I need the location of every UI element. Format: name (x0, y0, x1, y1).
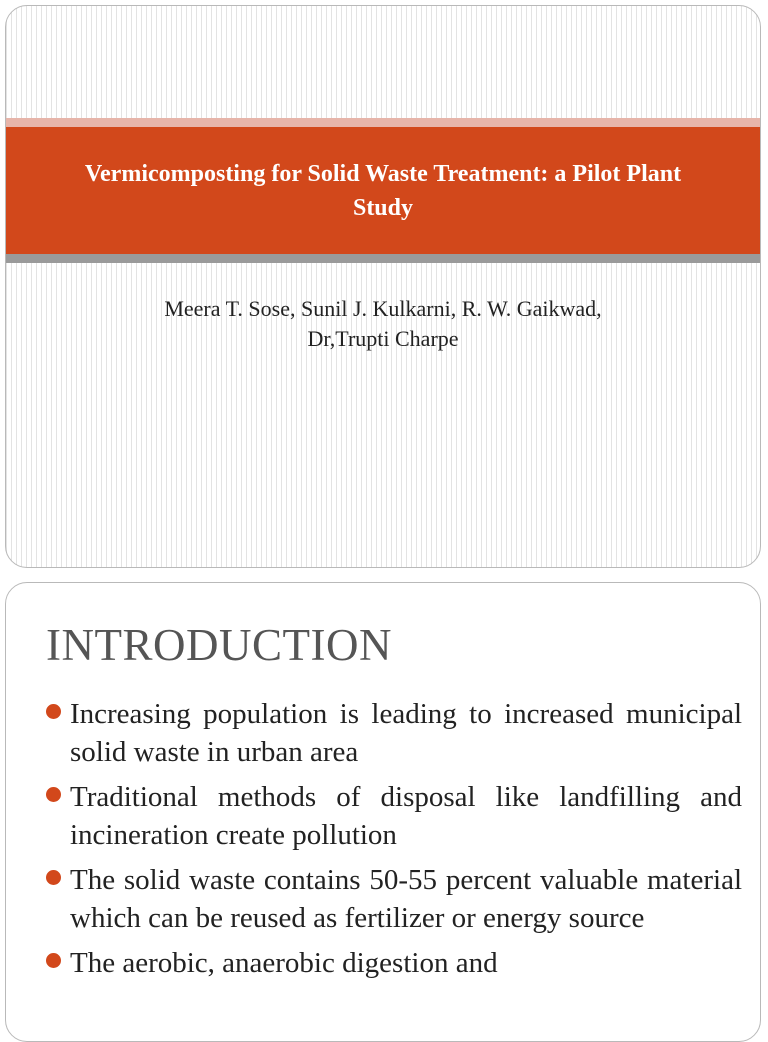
bullet-text: Increasing population is leading to increased municipal solid waste in urban area (70, 698, 742, 768)
bullet-item (44, 944, 742, 982)
authors (6, 294, 760, 354)
bullet-item (44, 695, 742, 771)
authors-line-1: Meera T. Sose, Sunil J. Kulkarni, R. W. Gaikwad, (164, 296, 602, 321)
authors-line-2: Dr,Trupti Charpe (307, 326, 459, 351)
bullet-dot-icon (46, 704, 61, 719)
bullet-text: The solid waste contains 50-55 percent valuable material which can be reused as fertilizer or energy source (70, 864, 742, 934)
bullet-text: Traditional methods of disposal like landfilling and incineration create pollution (70, 781, 742, 851)
introduction-slide (5, 582, 761, 1042)
bullet-text: The aerobic, anaerobic digestion and (70, 947, 498, 979)
title-band (6, 127, 760, 254)
title-band-top-stripe (6, 118, 760, 127)
bullet-list (44, 695, 742, 989)
bullet-item (44, 778, 742, 854)
bullet-item (44, 861, 742, 937)
title-band-bottom-stripe (6, 254, 760, 263)
slide-title: Vermicomposting for Solid Waste Treatment: a Pilot Plant Study (84, 160, 682, 221)
title-slide (5, 5, 761, 568)
slide-heading: INTRODUCTION (46, 620, 392, 670)
bullet-dot-icon (46, 870, 61, 885)
bullet-dot-icon (46, 787, 61, 802)
bullet-dot-icon (46, 953, 61, 968)
